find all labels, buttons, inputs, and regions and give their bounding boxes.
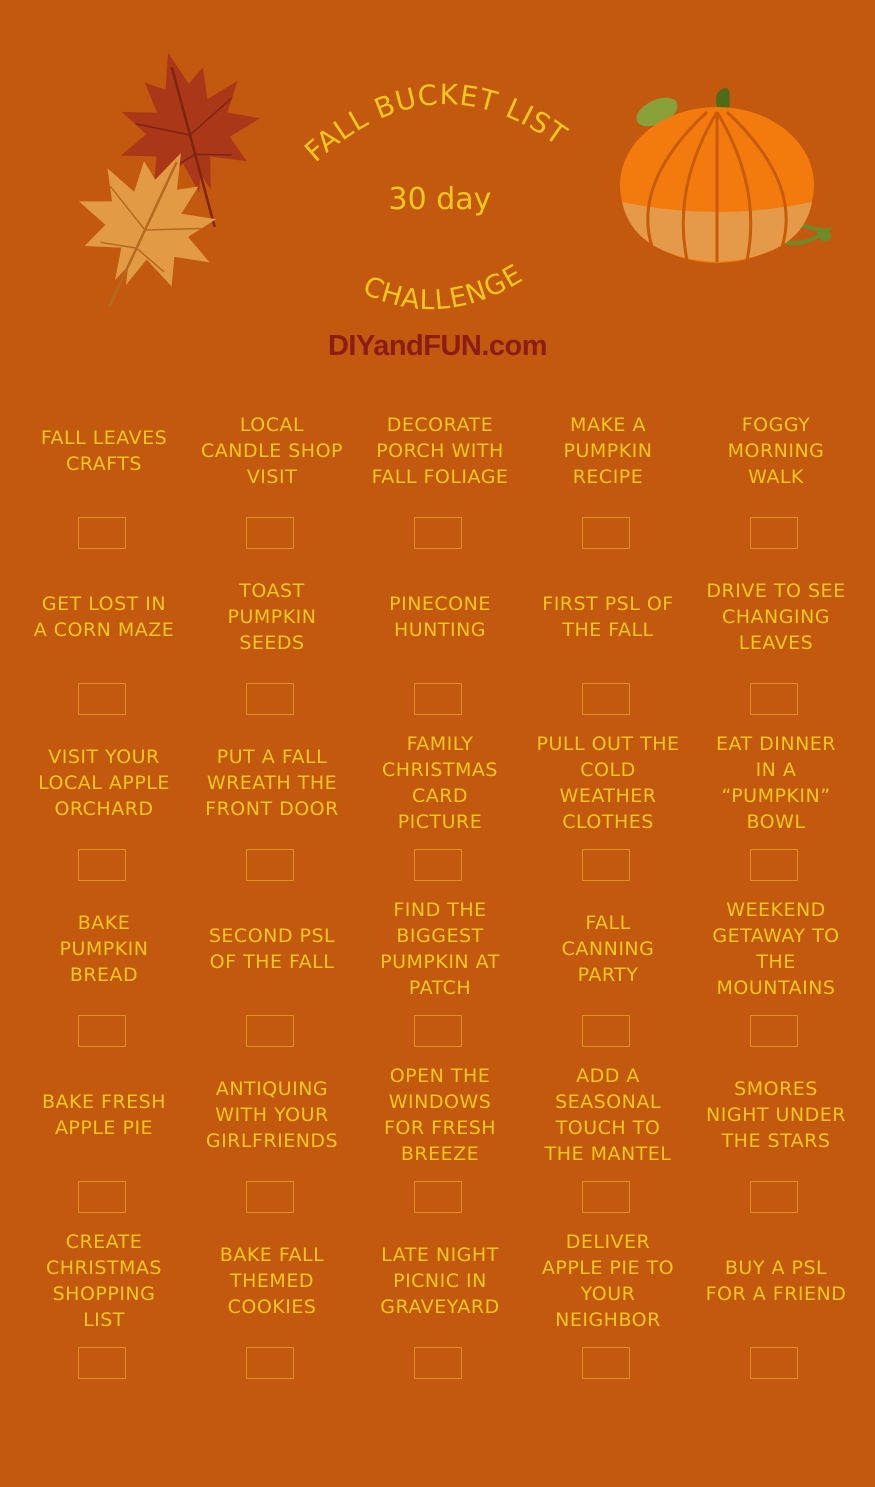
bucket-item xyxy=(20,727,188,893)
bucket-item-checkbox[interactable] xyxy=(414,1181,462,1213)
bucket-item-checkbox[interactable] xyxy=(246,849,294,881)
bucket-item xyxy=(692,561,860,727)
bucket-item-checkbox[interactable] xyxy=(414,683,462,715)
bucket-item xyxy=(356,395,524,561)
bucket-item-label: LOCAL CANDLE SHOP VISIT xyxy=(201,414,343,488)
bucket-item xyxy=(188,727,356,893)
bucket-item xyxy=(20,1059,188,1225)
bucket-item-checkbox[interactable] xyxy=(414,1015,462,1047)
bucket-item-label: FIRST PSL OF THE FALL xyxy=(542,593,674,641)
bucket-item-checkbox[interactable] xyxy=(246,1015,294,1047)
bucket-item-label: BAKE FALL THEMED COOKIES xyxy=(219,1244,325,1318)
bucket-list-grid xyxy=(20,395,860,1391)
bucket-item-label: GET LOST IN A CORN MAZE xyxy=(33,593,175,641)
bucket-item xyxy=(356,893,524,1059)
bucket-item-label: FIND THE BIGGEST PUMPKIN AT PATCH xyxy=(380,899,500,999)
bucket-item-checkbox[interactable] xyxy=(582,1015,630,1047)
bucket-item-checkbox[interactable] xyxy=(582,1181,630,1213)
bucket-item xyxy=(692,395,860,561)
svg-text:CHALLENGE xyxy=(359,259,529,317)
bucket-item xyxy=(524,893,692,1059)
bucket-item-checkbox[interactable] xyxy=(582,1347,630,1379)
bucket-item-checkbox[interactable] xyxy=(414,849,462,881)
bucket-item-label: FALL CANNING PARTY xyxy=(561,912,655,986)
title-arc xyxy=(270,60,600,200)
bucket-item-label: MAKE A PUMPKIN RECIPE xyxy=(563,414,653,488)
bucket-item xyxy=(524,1225,692,1391)
bucket-item xyxy=(524,561,692,727)
bucket-item-checkbox[interactable] xyxy=(78,683,126,715)
bucket-item xyxy=(692,1225,860,1391)
svg-text:FALL BUCKET LIST xyxy=(298,78,573,168)
bucket-item-label: PULL OUT THE COLD WEATHER CLOTHES xyxy=(536,733,680,833)
bucket-item xyxy=(188,1225,356,1391)
bucket-item-label: ADD A SEASONAL TOUCH TO THE MANTEL xyxy=(544,1065,672,1165)
challenge-arc xyxy=(320,245,560,330)
bucket-item-checkbox[interactable] xyxy=(750,1015,798,1047)
bucket-item xyxy=(188,561,356,727)
bucket-item-label: FALL LEAVES CRAFTS xyxy=(40,427,168,475)
bucket-item xyxy=(692,727,860,893)
bucket-item xyxy=(692,1059,860,1225)
bucket-item xyxy=(188,1059,356,1225)
bucket-item-label: VISIT YOUR LOCAL APPLE ORCHARD xyxy=(38,746,170,820)
bucket-item xyxy=(356,1059,524,1225)
bucket-item-label: BUY A PSL FOR A FRIEND xyxy=(705,1257,847,1305)
bucket-item-label: DELIVER APPLE PIE TO YOUR NEIGHBOR xyxy=(541,1231,675,1331)
bucket-item-checkbox[interactable] xyxy=(246,517,294,549)
bucket-item-checkbox[interactable] xyxy=(246,1181,294,1213)
subtitle: 30 day xyxy=(388,182,492,217)
bucket-item xyxy=(20,561,188,727)
bucket-item-checkbox[interactable] xyxy=(78,1181,126,1213)
bucket-item-label: TOAST PUMPKIN SEEDS xyxy=(227,580,317,654)
bucket-item-checkbox[interactable] xyxy=(750,683,798,715)
bucket-item-checkbox[interactable] xyxy=(78,1015,126,1047)
bucket-item xyxy=(356,561,524,727)
bucket-item-label: DRIVE TO SEE CHANGING LEAVES xyxy=(706,580,846,654)
bucket-item-checkbox[interactable] xyxy=(78,849,126,881)
bucket-item-checkbox[interactable] xyxy=(582,683,630,715)
bucket-item xyxy=(188,893,356,1059)
bucket-item-checkbox[interactable] xyxy=(78,517,126,549)
bucket-item-label: BAKE PUMPKIN BREAD xyxy=(59,912,149,986)
bucket-item-label: CREATE CHRISTMAS SHOPPING LIST xyxy=(46,1231,162,1331)
bucket-item-checkbox[interactable] xyxy=(750,1181,798,1213)
bucket-item-checkbox[interactable] xyxy=(246,1347,294,1379)
bucket-item-label: BAKE FRESH APPLE PIE xyxy=(41,1091,167,1139)
pumpkin-icon xyxy=(612,82,840,272)
bucket-item xyxy=(524,1059,692,1225)
bucket-item-checkbox[interactable] xyxy=(414,1347,462,1379)
bucket-item-checkbox[interactable] xyxy=(750,517,798,549)
bucket-item-checkbox[interactable] xyxy=(78,1347,126,1379)
bucket-item-checkbox[interactable] xyxy=(750,849,798,881)
bucket-item-label: FOGGY MORNING WALK xyxy=(727,414,825,488)
bucket-item xyxy=(188,395,356,561)
bucket-item-label: WEEKEND GETAWAY TO THE MOUNTAINS xyxy=(712,899,840,999)
bucket-item-label: PUT A FALL WREATH THE FRONT DOOR xyxy=(205,746,339,820)
bucket-item-checkbox[interactable] xyxy=(582,849,630,881)
bucket-item-label: LATE NIGHT PICNIC IN GRAVEYARD xyxy=(380,1244,500,1318)
bucket-item-checkbox[interactable] xyxy=(582,517,630,549)
challenge-label: CHALLENGE xyxy=(358,258,529,317)
bucket-item xyxy=(20,893,188,1059)
bucket-item-label: FAMILY CHRISTMAS CARD PICTURE xyxy=(382,733,498,833)
bucket-item-label: EAT DINNER IN A “PUMPKIN” BOWL xyxy=(715,733,837,833)
bucket-item xyxy=(20,1225,188,1391)
bucket-item xyxy=(356,1225,524,1391)
page-title: FALL BUCKET LIST xyxy=(298,78,574,169)
bucket-item-label: SECOND PSL OF THE FALL xyxy=(208,925,336,973)
bucket-item-label: ANTIQUING WITH YOUR GIRLFRIENDS xyxy=(205,1078,339,1152)
bucket-item xyxy=(692,893,860,1059)
bucket-item xyxy=(356,727,524,893)
bucket-item-label: PINECONE HUNTING xyxy=(389,593,491,641)
bucket-item-checkbox[interactable] xyxy=(246,683,294,715)
bucket-item xyxy=(20,395,188,561)
bucket-item-checkbox[interactable] xyxy=(414,517,462,549)
bucket-item xyxy=(524,395,692,561)
bucket-item-label: OPEN THE WINDOWS FOR FRESH BREEZE xyxy=(383,1065,497,1165)
bucket-item-checkbox[interactable] xyxy=(750,1347,798,1379)
bucket-item xyxy=(524,727,692,893)
bucket-item-label: SMORES NIGHT UNDER THE STARS xyxy=(706,1078,846,1152)
bucket-item-label: DECORATE PORCH WITH FALL FOLIAGE xyxy=(371,414,509,488)
site-watermark: DIYandFUN.com xyxy=(327,330,548,362)
